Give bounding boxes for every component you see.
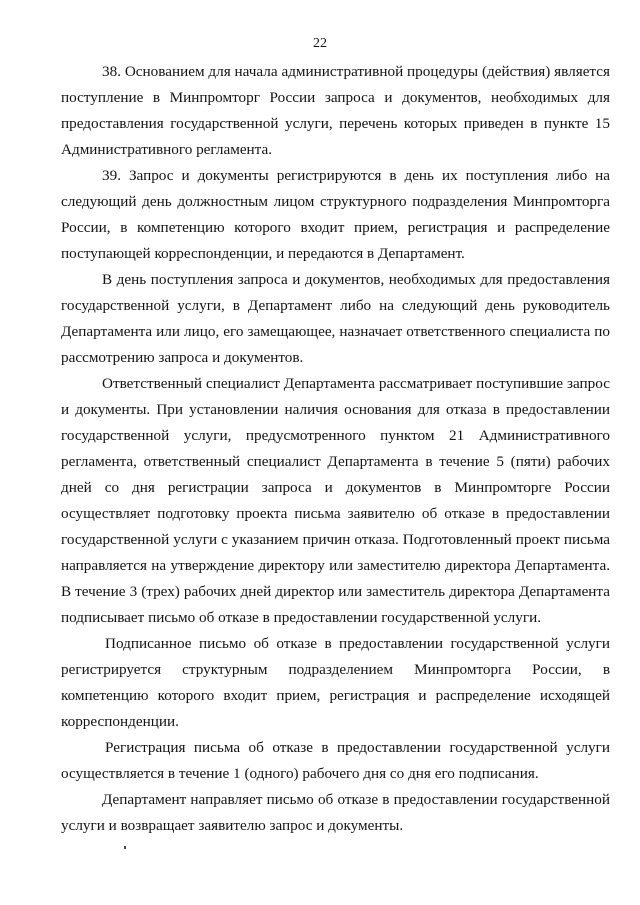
paragraph-38: 38. Основанием для начала административной процедуры (действия) является поступление в Минпромторг России запроса и документов, необходимых для предоставления государственной услуги, перечень которых приведен в пункте 15 Административного регламента. xyxy=(61,63,610,158)
paragraph-signed-letter: Подписанное письмо об отказе в предоставлении государственной услуги регистрируется структурным подразделением Минпромторга России, в компетенцию которого входит прием, регистрация и распределение исходящей корреспонденции. xyxy=(61,635,610,730)
paragraph-review: Ответственный специалист Департамента рассматривает поступившие запрос и документы. При установлении наличия основания для отказа в предоставлении государственной услуги, предусмотренного пунктом 21 Административного регламента, ответственный специалист Департамента в течение 5 (пяти) рабочих дней со дня регистрации запроса и документов в Минпромторге России осуществляет подготовку проекта письма заявителю об отказе в предоставлении государственной услуги с указанием причин отказа. Подготовленный проект письма направляется на утверждение директору или заместителю директора Департамента. В течение 3 (трех) рабочих дней директор или заместитель директора Департамента подписывает письмо об отказе в предоставлении государственной услуги. xyxy=(61,375,610,626)
page-number: 22 xyxy=(313,36,327,51)
scan-speck xyxy=(124,846,126,849)
document-body xyxy=(61,59,610,839)
paragraph-39: 39. Запрос и документы регистрируются в день их поступления либо на следующий день должностным лицом структурного подразделения Минпромторга России, в компетенцию которого входит прием, регистрация и распределение поступающей корреспонденции, и передаются в Департамент. xyxy=(61,167,610,262)
paragraph-registration: Регистрация письма об отказе в предоставлении государственной услуги осуществляется в течение 1 (одного) рабочего дня со дня его подписания. xyxy=(61,739,610,782)
paragraph-assignment: В день поступления запроса и документов, необходимых для предоставления государственной услуги, в Департамент либо на следующий день руководитель Департамента или лицо, его замещающее, назначает ответственного специалиста по рассмотрению запроса и документов. xyxy=(61,271,610,366)
paragraph-return: Департамент направляет письмо об отказе в предоставлении государственной услуги и возвращает заявителю запрос и документы. xyxy=(61,791,610,834)
